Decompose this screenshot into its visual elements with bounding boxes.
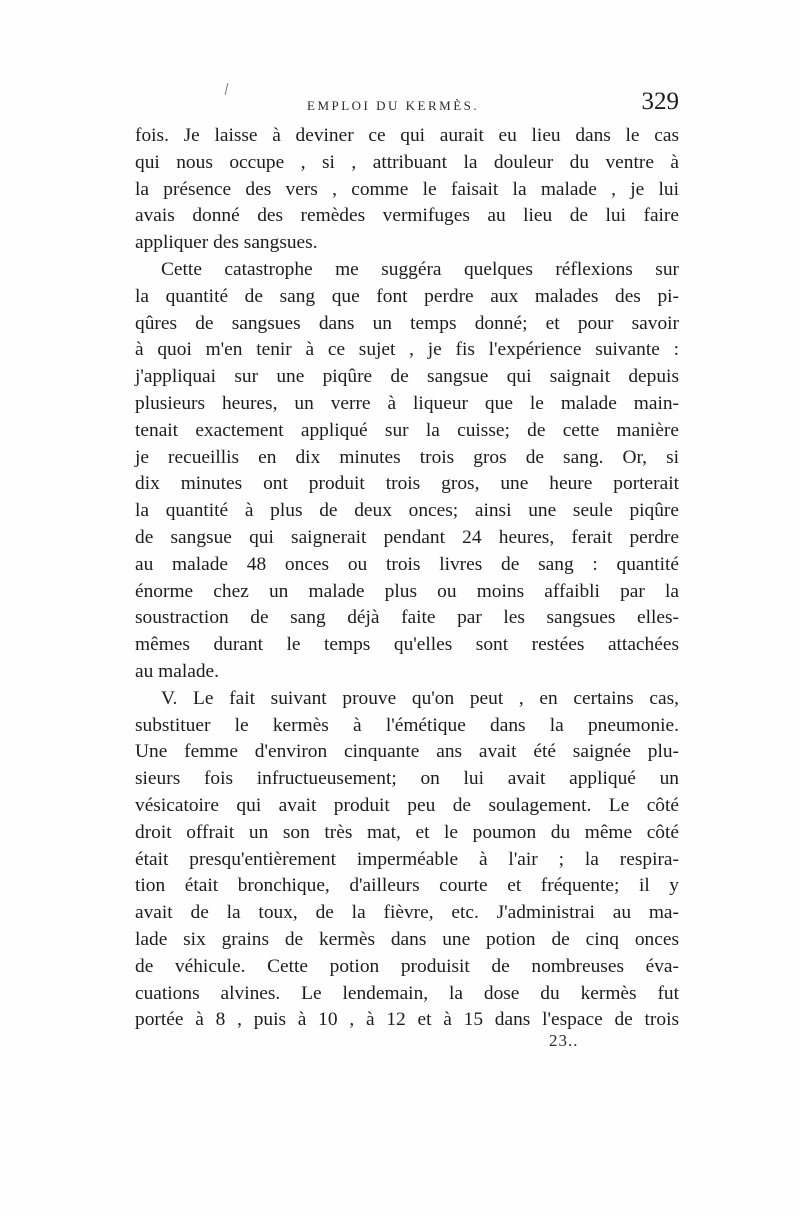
text-line: lade six grains de kermès dans une potion de cinq onces [135,928,679,950]
text-line: à quoi m'en tenir à ce sujet , je fis l'expérience suivante : [135,339,679,361]
text-line: la quantité à plus de deux onces; ainsi une seule piqûre [135,500,679,522]
running-head [131,88,679,118]
text-line: tion était bronchique, d'ailleurs courte et fréquente; il y [135,875,679,897]
text-line: vésicatoire qui avait produit peu de soulagement. Le côté [135,794,679,816]
text-line: était presqu'entièrement imperméable à l'air ; la respira- [135,848,679,870]
text-line: soustraction de sang déjà faite par les sangsues elles- [135,607,679,629]
text-line: avait de la toux, de la fièvre, etc. J'administrai au ma- [135,902,679,924]
paragraph-start-line: V. Le fait suivant prouve qu'on peut , en certains cas, [161,687,679,709]
text-line: substituer le kermès à l'émétique dans la pneumonie. [135,714,679,736]
running-title: EMPLOI DU KERMÈS. [307,98,480,113]
text-line: portée à 8 , puis à 10 , à 12 et à 15 dans l'espace de trois [135,1009,679,1031]
text-line: sieurs fois infructueusement; on lui avait appliqué un [135,768,679,790]
text-line: droit offrait un son très mat, et le poumon du même côté [135,821,679,843]
paragraph-start-line: Cette catastrophe me suggéra quelques réflexions sur [161,258,679,280]
text-line: au malade. [135,660,219,682]
text-line: qui nous occupe , si , attribuant la douleur du ventre à [135,151,679,173]
text-line: cuations alvines. Le lendemain, la dose du kermès fut [135,982,679,1004]
page-number: 329 [641,88,679,115]
signature-mark: 23.. [549,1031,579,1050]
text-line: énorme chez un malade plus ou moins affaibli par la [135,580,679,602]
text-line: Une femme d'environ cinquante ans avait été saignée plu- [135,741,679,763]
text-line: j'appliquai sur une piqûre de sangsue qui saignait depuis [135,366,679,388]
text-line: de sangsue qui saignerait pendant 24 heures, ferait perdre [135,526,679,548]
text-line: mêmes durant le temps qu'elles sont restées attachées [135,634,679,656]
text-line: la présence des vers , comme le faisait la malade , je lui [135,178,679,200]
text-line: de véhicule. Cette potion produisit de nombreuses éva- [135,955,679,977]
text-line: tenait exactement appliqué sur la cuisse; de cette manière [135,419,679,441]
text-line: appliquer des sangsues. [135,232,318,254]
text-line: avais donné des remèdes vermifuges au lieu de lui faire [135,205,679,227]
text-line: dix minutes ont produit trois gros, une heure porterait [135,473,679,495]
text-line: au malade 48 onces ou trois livres de sang : quantité [135,553,679,575]
text-line: la quantité de sang que font perdre aux malades des pi- [135,285,679,307]
text-line: plusieurs heures, un verre à liqueur que le malade main- [135,392,679,414]
text-line: qûres de sangsues dans un temps donné; et pour savoir [135,312,679,334]
body-text [135,123,679,1034]
text-line: je recueillis en dix minutes trois gros de sang. Or, si [135,446,679,468]
text-line: fois. Je laisse à deviner ce qui aurait eu lieu dans le cas [135,125,679,146]
